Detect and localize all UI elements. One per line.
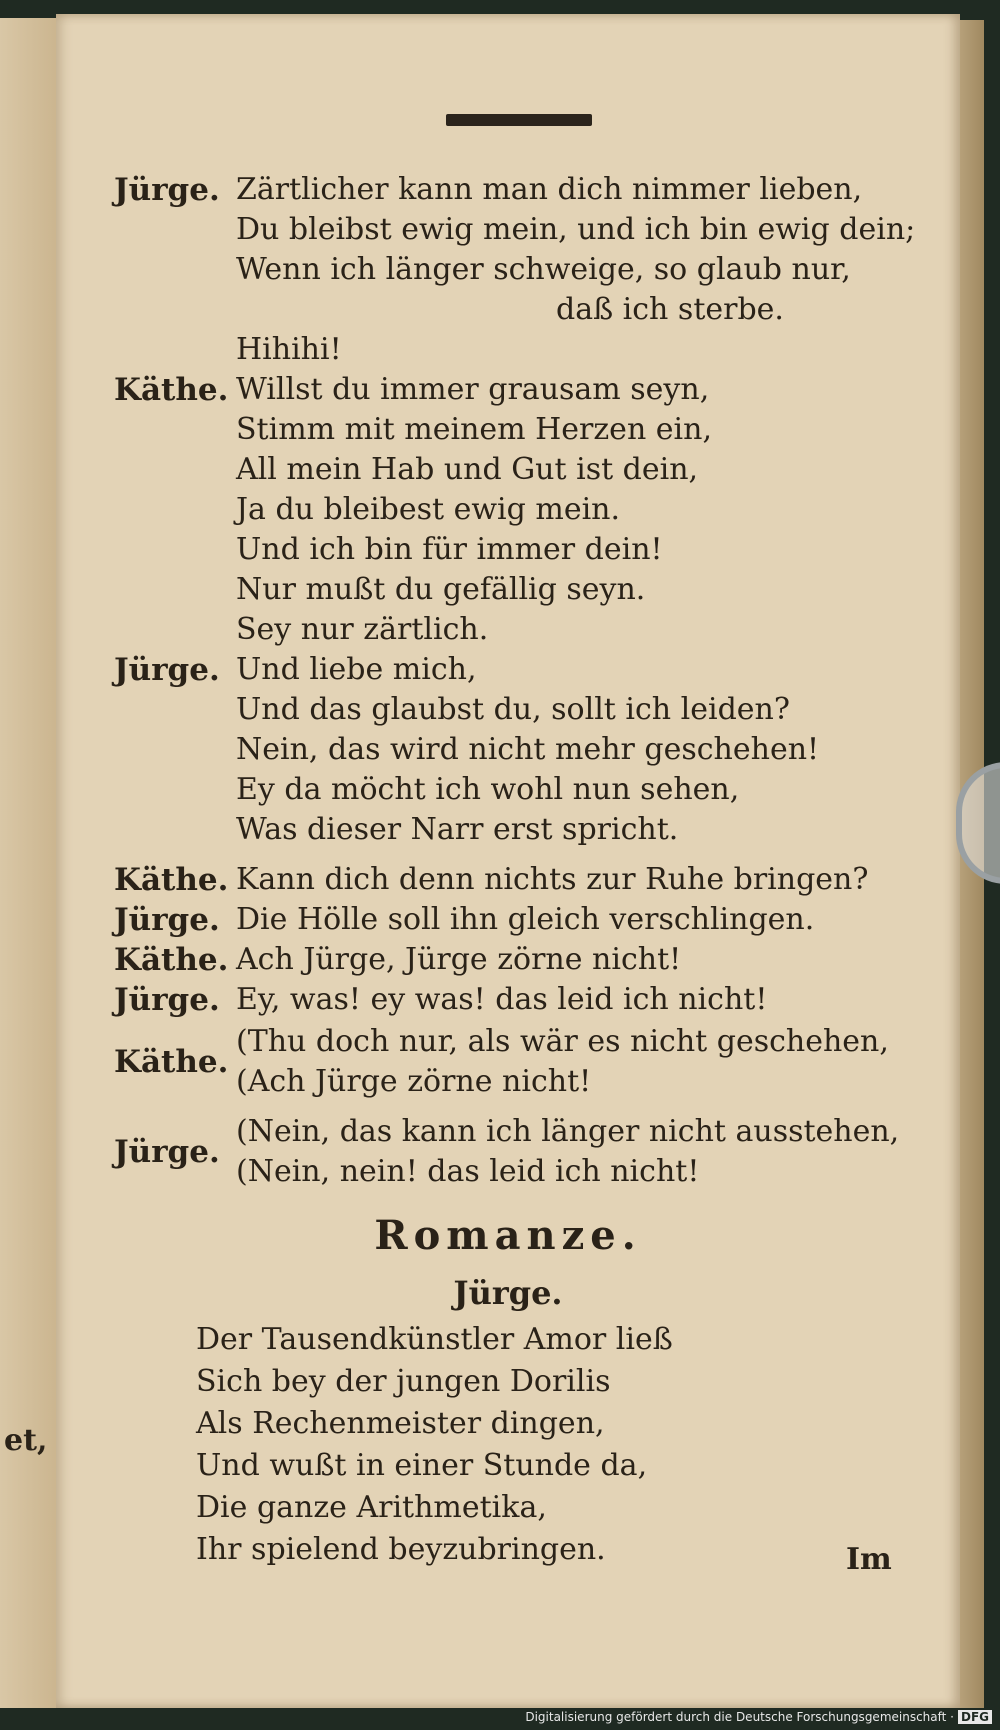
- romanze-line: Sich bey der jungen Dorilis: [196, 1364, 611, 1399]
- verse-line: Stimm mit meinem Herzen ein,: [236, 412, 713, 447]
- verse-line: Willst du immer grausam seyn,: [236, 372, 710, 407]
- verse-line: Kann dich denn nichts zur Ruhe bringen?: [236, 862, 869, 897]
- speaker-label: Jürge.: [114, 982, 220, 1018]
- verse-line: (Nein, das kann ich länger nicht ausstehen,: [236, 1114, 900, 1149]
- speaker-label: Jürge.: [114, 172, 220, 208]
- verse-line: Und das glaubst du, sollt ich leiden?: [236, 692, 790, 727]
- romanze-line: Und wußt in einer Stunde da,: [196, 1448, 648, 1483]
- verse-line: Zärtlicher kann man dich nimmer lieben,: [236, 172, 863, 207]
- section-speaker: Jürge.: [453, 1274, 563, 1312]
- verse-line: (Nein, nein! das leid ich nicht!: [236, 1154, 700, 1189]
- speaker-label: Jürge.: [114, 1134, 220, 1170]
- verse-line: Nein, das wird nicht mehr geschehen!: [236, 732, 820, 767]
- left-page-edge: [0, 18, 61, 1708]
- romanze-line: Als Rechenmeister dingen,: [196, 1406, 605, 1441]
- verse-line: Du bleibst ewig mein, und ich bin ewig dein;: [236, 212, 916, 247]
- verse-line: Ey, was! ey was! das leid ich nicht!: [236, 982, 768, 1017]
- section-title: Romanze.: [374, 1212, 642, 1259]
- verse-line: Und ich bin für immer dein!: [236, 532, 663, 567]
- verse-line: Die Hölle soll ihn gleich verschlingen.: [236, 902, 815, 937]
- verse-line: Und liebe mich,: [236, 652, 477, 687]
- verse-line: Wenn ich länger schweige, so glaub nur,: [236, 252, 851, 287]
- page-text: [56, 14, 960, 1708]
- verse-line: Hihihi!: [236, 332, 342, 367]
- verse-line: Sey nur zärtlich.: [236, 612, 489, 647]
- left-page-fragment: et,: [4, 1423, 48, 1458]
- romanze-line: Die ganze Arithmetika,: [196, 1490, 547, 1525]
- verse-line: Ach Jürge, Jürge zörne nicht!: [236, 942, 682, 977]
- speaker-label: Käthe.: [114, 862, 229, 898]
- speaker-label: Jürge.: [114, 652, 220, 688]
- verse-line: (Ach Jürge zörne nicht!: [236, 1064, 592, 1099]
- verse-line: All mein Hab und Gut ist dein,: [236, 452, 699, 487]
- romanze-line: Der Tausendkünstler Amor ließ: [196, 1322, 673, 1357]
- speaker-label: Jürge.: [114, 902, 220, 938]
- verse-line: daß ich sterbe.: [556, 292, 784, 327]
- verse-line: Nur mußt du gefällig seyn.: [236, 572, 646, 607]
- digitization-footer: [525, 1710, 992, 1724]
- speaker-label: Käthe.: [114, 1044, 229, 1080]
- speaker-label: Käthe.: [114, 942, 229, 978]
- catchword: Im: [846, 1542, 892, 1577]
- verse-line: (Thu doch nur, als wär es nicht geschehen,: [236, 1024, 889, 1059]
- speaker-label: Käthe.: [114, 372, 229, 408]
- verse-line: Was dieser Narr erst spricht.: [236, 812, 679, 847]
- book-page: [56, 14, 960, 1708]
- romanze-line: Ihr spielend beyzubringen.: [196, 1532, 606, 1567]
- verse-line: Ja du bleibest ewig mein.: [236, 492, 621, 527]
- verse-line: Ey da möcht ich wohl nun sehen,: [236, 772, 740, 807]
- footer-text: Digitalisierung gefördert durch die Deutsche Forschungsgemeinschaft ·: [525, 1710, 954, 1724]
- dfg-logo: DFG: [958, 1710, 992, 1724]
